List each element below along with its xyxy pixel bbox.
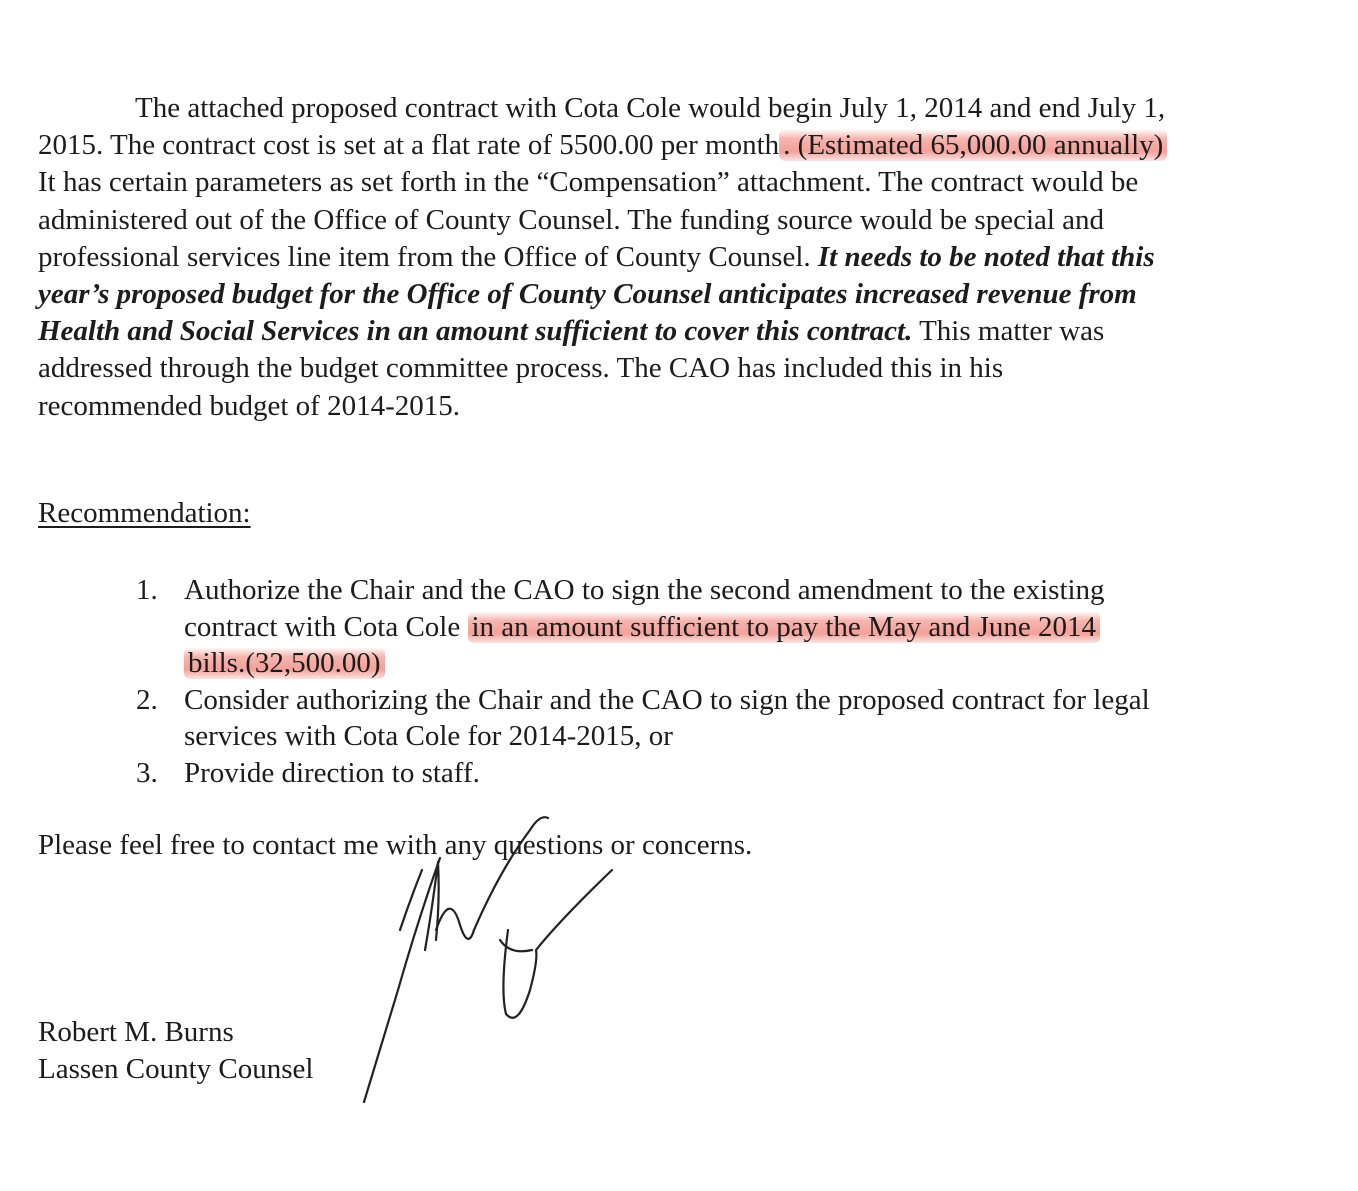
- paragraph-line: administered out of the Office of County Counsel. The funding source would be special and: [38, 203, 1105, 236]
- closing-sentence: Please feel free to contact me with any questions or concerns.: [38, 829, 753, 861]
- list-number: 3.: [136, 756, 158, 789]
- paragraph-line: Health and Social Services in an amount sufficient to cover this contract. This matter was: [38, 315, 1105, 348]
- list-item: 2. Consider authorizing the Chair and the CAO to sign the proposed contract for legal services with Cota Cole for 2014-2015, or: [136, 682, 1150, 755]
- paragraph-line: It has certain parameters as set forth in the “Compensation” attachment. The contract would be: [38, 166, 1139, 199]
- paragraph-line: professional services line item from the Office of County Counsel. It needs to be noted that this: [38, 240, 1155, 273]
- signatory-name: Robert M. Burns: [38, 1016, 234, 1048]
- paragraph-line: recommended budget of 2014-2015.: [38, 389, 461, 422]
- handwritten-signature: [350, 810, 630, 1110]
- emphasis-text: year’s proposed budget for the Office of County Counsel anticipates increased revenue from: [38, 277, 1137, 310]
- highlighted-amount: in an amount sufficient to pay the May and June 2014: [468, 611, 1100, 643]
- highlighted-amount: bills.(32,500.00): [184, 647, 385, 679]
- signatory-title: Lassen County Counsel: [38, 1053, 314, 1085]
- paragraph-line: [38, 276, 1288, 313]
- paragraph-line: addressed through the budget committee process. The CAO has included this in his: [38, 352, 1004, 385]
- emphasis-text: Health and Social Services in an amount sufficient to cover this contract.: [38, 315, 913, 348]
- list-number: 1.: [136, 574, 158, 606]
- list-item: 3. Provide direction to staff.: [136, 755, 1150, 792]
- recommendation-list: [136, 572, 1150, 791]
- recommendation-heading: Recommendation:: [38, 497, 251, 529]
- highlighted-estimate: . (Estimated 65,000.00 annually): [779, 129, 1167, 161]
- list-number: 2.: [136, 683, 158, 716]
- emphasis-text: It needs to be noted that this: [817, 240, 1155, 273]
- paragraph-line: The attached proposed contract with Cota Cole would begin July 1, 2014 and end July 1,: [135, 92, 1166, 124]
- paragraph-line: 2015. The contract cost is set at a flat rate of 5500.00 per month . (Estimated 65,000.00 annually): [38, 127, 1288, 164]
- signature-block: [38, 1014, 314, 1088]
- list-item: 1. Authorize the Chair and the CAO to sign the second amendment to the existing contract with Cota Cole in an amount sufficient to pay the May and June 2014 bills.(32,500.00): [136, 572, 1150, 682]
- body-paragraph: [38, 90, 1288, 425]
